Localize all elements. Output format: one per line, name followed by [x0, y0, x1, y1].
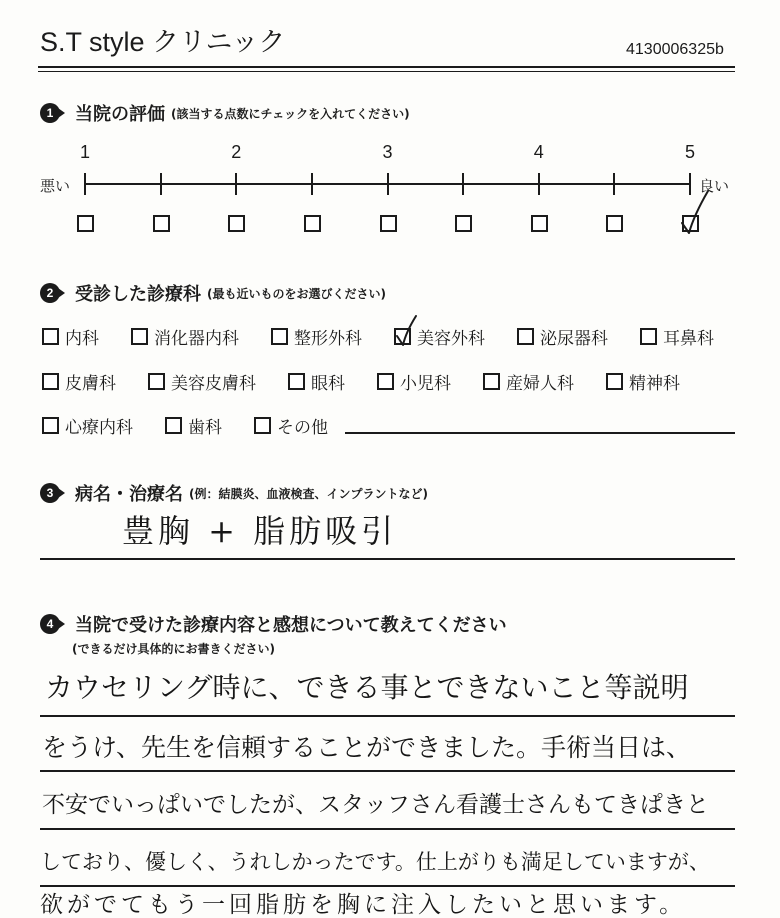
section-2-title: 受診した診療科	[75, 284, 201, 305]
department-option[interactable]	[640, 324, 714, 349]
department-checkbox[interactable]	[42, 417, 59, 434]
section-number-badge-icon	[40, 103, 65, 123]
scale-number: 5	[684, 142, 696, 162]
scale-number: 2	[231, 142, 242, 162]
department-checkbox[interactable]	[288, 373, 305, 390]
section-number-badge-icon	[40, 483, 65, 503]
form-id: 4130006325b	[626, 41, 724, 58]
department-label: 消化器内科	[154, 329, 239, 349]
other-department-field[interactable]	[345, 432, 735, 434]
rating-checkbox[interactable]	[153, 215, 170, 232]
scale-tick	[311, 173, 313, 195]
department-option[interactable]	[271, 324, 362, 349]
rating-checkbox[interactable]	[455, 215, 472, 232]
scale-tick	[160, 173, 162, 195]
department-checkbox[interactable]	[517, 328, 534, 345]
section-3-title: 病名・治療名	[75, 484, 183, 505]
scale-number: 1	[79, 142, 91, 162]
department-option[interactable]	[42, 369, 116, 394]
department-option[interactable]	[394, 324, 485, 349]
badge-number: 3	[40, 483, 60, 503]
department-label: 産婦人科	[506, 374, 574, 394]
scale-tick	[235, 173, 237, 195]
diagnosis-answer[interactable]: 豊胸 + 脂肪吸引	[122, 512, 398, 550]
department-checkbox[interactable]	[165, 417, 182, 434]
comment-line: をうけ、先生を信頼することができました。手術当日は、	[42, 733, 692, 762]
comment-rule	[40, 885, 735, 887]
department-label: 小児科	[400, 374, 451, 394]
section-1-note: (該当する点数にチェックを入れてください)	[171, 106, 410, 121]
scale-number: 3	[382, 142, 393, 162]
badge-number: 1	[40, 103, 60, 123]
department-label: 泌尿器科	[540, 329, 608, 349]
rating-checkbox[interactable]	[380, 215, 397, 232]
scale-tick	[538, 173, 540, 195]
rating-checkbox[interactable]	[531, 215, 548, 232]
scale-tick	[689, 173, 691, 195]
department-label: 美容外科	[417, 329, 485, 349]
department-label: 美容皮膚科	[171, 374, 256, 394]
scale-low-label: 悪い	[40, 177, 71, 195]
department-option[interactable]	[288, 369, 345, 394]
rating-checkbox[interactable]	[304, 215, 321, 232]
scale-tick	[462, 173, 464, 195]
section-2-heading	[40, 280, 386, 306]
department-checkbox[interactable]	[148, 373, 165, 390]
department-checkbox[interactable]	[377, 373, 394, 390]
rating-checkbox[interactable]	[77, 215, 94, 232]
department-option[interactable]	[377, 369, 451, 394]
rating-checkbox[interactable]	[682, 215, 699, 232]
scale-tick	[84, 173, 86, 195]
comment-rule	[40, 770, 735, 772]
department-label: 内科	[65, 329, 99, 349]
department-checkbox[interactable]	[254, 417, 271, 434]
badge-number: 2	[40, 283, 60, 303]
department-checkbox[interactable]	[271, 328, 288, 345]
department-option[interactable]	[606, 369, 680, 394]
scale-high-label: 良い	[699, 177, 730, 195]
badge-pointer	[58, 108, 65, 118]
section-4-title: 当院で受けた診療内容と感想について教えてください	[75, 615, 507, 636]
clinic-name: S.T style クリニック	[40, 27, 286, 57]
handwritten-check-icon	[393, 314, 419, 348]
department-label: 心療内科	[65, 418, 133, 438]
comment-line: しており、優しく、うれしかったです。仕上がりも満足していますが、	[40, 850, 710, 874]
badge-number: 4	[40, 614, 60, 634]
section-1-title: 当院の評価	[75, 104, 165, 125]
department-row	[42, 413, 328, 438]
department-label: 整形外科	[294, 329, 362, 349]
department-checkbox[interactable]	[606, 373, 623, 390]
department-row	[42, 324, 714, 349]
department-option[interactable]	[254, 413, 328, 438]
section-3-heading	[40, 480, 428, 506]
header-double-rule	[38, 66, 735, 72]
section-4-heading	[40, 611, 507, 637]
department-label: 眼科	[311, 374, 345, 394]
scale-tick	[387, 173, 389, 195]
comment-line: 不安でいっぱいでしたが、スタッフさん看護士さんもてきぱきと	[42, 792, 709, 818]
badge-pointer	[58, 288, 65, 298]
department-checkbox[interactable]	[640, 328, 657, 345]
department-checkbox[interactable]	[483, 373, 500, 390]
department-checkbox[interactable]	[131, 328, 148, 345]
department-option[interactable]	[165, 413, 222, 438]
rating-checkbox[interactable]	[606, 215, 623, 232]
section-1-heading	[40, 100, 410, 126]
scale-tick	[613, 173, 615, 195]
department-option[interactable]	[42, 324, 99, 349]
department-option[interactable]	[517, 324, 608, 349]
section-2-note: (最も近いものをお選びください)	[207, 286, 386, 301]
scale-number: 4	[533, 142, 544, 162]
department-label: 歯科	[188, 418, 222, 438]
comment-line: カウセリング時に、できる事とできないこと等説明	[45, 671, 689, 704]
section-3-note: (例：結膜炎、血液検査、インプラントなど)	[189, 486, 428, 501]
diagnosis-answer-line	[40, 558, 735, 560]
rating-checkbox[interactable]	[228, 215, 245, 232]
comment-rule	[40, 828, 735, 830]
department-option[interactable]	[131, 324, 239, 349]
comment-rule	[40, 715, 735, 717]
comment-line: 欲がでてもう一回脂肪を胸に注入したいと思います。	[40, 892, 687, 918]
department-checkbox[interactable]	[394, 328, 411, 345]
department-option[interactable]	[42, 413, 133, 438]
badge-pointer	[58, 619, 65, 629]
department-checkbox[interactable]	[42, 373, 59, 390]
badge-pointer	[58, 488, 65, 498]
department-label: 皮膚科	[65, 374, 116, 394]
department-row	[42, 369, 680, 394]
department-checkbox[interactable]	[42, 328, 59, 345]
department-option[interactable]	[148, 369, 256, 394]
department-label: その他	[277, 418, 328, 438]
department-option[interactable]	[483, 369, 574, 394]
department-label: 耳鼻科	[663, 329, 714, 349]
section-number-badge-icon	[40, 283, 65, 303]
section-number-badge-icon	[40, 614, 65, 634]
department-label: 精神科	[629, 374, 680, 394]
section-4-note: (できるだけ具体的にお書きください)	[72, 642, 275, 656]
